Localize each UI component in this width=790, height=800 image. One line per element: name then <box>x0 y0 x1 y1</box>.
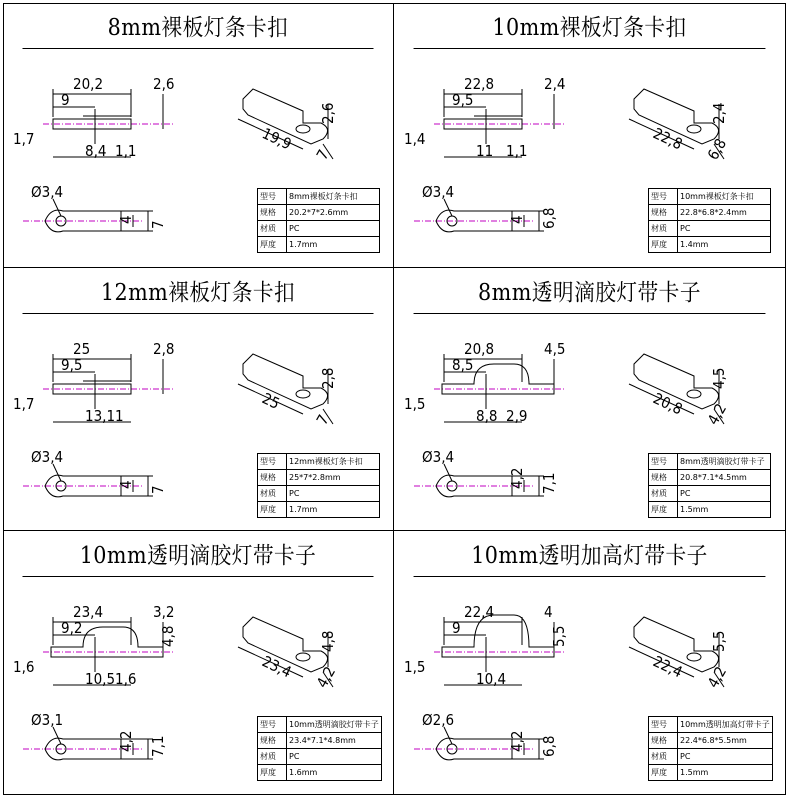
spec-key-spec: 规格 <box>258 205 287 221</box>
dim-thickness: 1,4 <box>404 130 426 148</box>
spec-row-thickness <box>649 237 771 253</box>
dim-width-inner: 4 <box>117 215 135 224</box>
dim-iso-height: 2,4 <box>710 102 728 124</box>
hole-leader <box>444 199 452 216</box>
dim-iso-height: 2,6 <box>319 102 337 124</box>
top-view <box>23 711 167 760</box>
spec-key-model: 型号 <box>258 189 287 205</box>
spec-table <box>257 453 380 518</box>
hole-leader <box>444 727 452 744</box>
dim-total-length: 22,4 <box>464 603 495 621</box>
dim-total-length: 23,4 <box>73 603 104 621</box>
spec-row-thickness <box>258 765 382 781</box>
clip-isometric-hole <box>687 125 701 133</box>
spec-value-model: 8mm透明滴胶灯带卡子 <box>678 454 771 470</box>
top-view <box>23 448 167 497</box>
spec-table <box>257 188 380 253</box>
spec-row-spec <box>258 470 380 486</box>
dim-gap: 1 <box>115 407 124 425</box>
spec-value-material: PC <box>678 749 773 765</box>
dim-iso-length: 22,8 <box>650 124 686 154</box>
spec-table <box>648 188 771 253</box>
dim-iso-length: 19,9 <box>259 124 295 154</box>
dim-iso-height: 4,8 <box>319 630 337 652</box>
spec-row-thickness <box>258 237 380 253</box>
cell-title: 10mm裸板灯条卡扣 <box>414 3 766 49</box>
dim-height: 2,6 <box>153 75 175 93</box>
dim-inner-length: 8,5 <box>452 356 474 374</box>
spec-value-material: PC <box>287 486 380 502</box>
spec-row-model <box>258 454 380 470</box>
dim-iso-height: 2,8 <box>319 367 337 389</box>
spec-value-thickness: 1.7mm <box>287 237 380 253</box>
dim-iso-width: 7 <box>312 146 333 163</box>
side-view <box>13 340 174 425</box>
cell-title: 8mm裸板灯条卡扣 <box>23 3 374 49</box>
spec-value-thickness: 1.7mm <box>287 502 380 518</box>
clip-isometric-hole <box>687 390 701 398</box>
cell-title: 12mm裸板灯条卡扣 <box>23 268 374 314</box>
dim-height: 4,5 <box>544 340 566 358</box>
spec-key-spec: 规格 <box>649 733 678 749</box>
dim-iso-length: 25 <box>259 389 283 413</box>
spec-key-spec: 规格 <box>258 470 287 486</box>
spec-value-thickness: 1.5mm <box>678 765 773 781</box>
dim-iso-length: 22,4 <box>650 652 686 682</box>
spec-value-spec: 22.8*6.8*2.4mm <box>678 205 771 221</box>
spec-key-material: 材质 <box>258 221 287 237</box>
clip-isometric-hole <box>296 653 310 661</box>
spec-row-material <box>258 749 382 765</box>
dim-iso-height: 5,5 <box>710 630 728 652</box>
dim-base-length: 10,4 <box>476 670 507 688</box>
clip-drawing-cell <box>394 531 785 795</box>
side-view <box>404 340 565 425</box>
spec-key-model: 型号 <box>649 717 678 733</box>
cell-title: 10mm透明滴胶灯带卡子 <box>23 531 374 577</box>
top-view <box>414 711 558 760</box>
clip-isometric-hole <box>296 390 310 398</box>
dim-hole-diameter: Ø2,6 <box>422 711 455 729</box>
side-view <box>13 75 174 160</box>
dim-inner-length: 9 <box>61 91 70 109</box>
dim-gap: 2,9 <box>506 407 528 425</box>
spec-row-thickness <box>258 502 380 518</box>
spec-row-model <box>649 454 771 470</box>
side-view <box>13 603 177 688</box>
dim-total-length: 25 <box>73 340 91 358</box>
dim-height: 4 <box>544 603 553 621</box>
top-view <box>23 183 167 232</box>
dim-total-length: 20,2 <box>73 75 104 93</box>
dim-hole-diameter: Ø3,1 <box>31 711 64 729</box>
dim-width-outer: 7,1 <box>149 735 167 757</box>
dim-thickness: 1,6 <box>13 658 35 676</box>
spec-value-spec: 20.2*7*2.6mm <box>287 205 380 221</box>
clip-isometric-hole <box>687 653 701 661</box>
dim-iso-width: 6,8 <box>703 135 731 163</box>
spec-value-spec: 22.4*6.8*5.5mm <box>678 733 773 749</box>
side-view <box>404 603 568 688</box>
spec-row-material <box>649 486 771 502</box>
spec-table <box>648 716 773 781</box>
spec-row-model <box>258 717 382 733</box>
spec-row-material <box>649 749 773 765</box>
dim-iso-width: 4,2 <box>703 400 731 428</box>
isometric-view <box>238 354 337 428</box>
dim-base-length: 13,1 <box>85 407 116 425</box>
isometric-view <box>238 89 337 163</box>
spec-key-material: 材质 <box>649 486 678 502</box>
clip-drawing-cell <box>394 268 785 531</box>
dim-gap: 1,1 <box>506 142 528 160</box>
spec-key-model: 型号 <box>649 454 678 470</box>
spec-value-material: PC <box>678 221 771 237</box>
spec-row-material <box>649 221 771 237</box>
dim-height-outer: 4,8 <box>159 625 177 647</box>
isometric-view <box>238 617 339 691</box>
dim-hole-diameter: Ø3,4 <box>422 448 455 466</box>
spec-row-material <box>258 221 380 237</box>
hole-leader <box>53 464 61 481</box>
spec-row-spec <box>258 733 382 749</box>
spec-row-model <box>649 717 773 733</box>
spec-value-spec: 25*7*2.8mm <box>287 470 380 486</box>
dim-thickness: 1,7 <box>13 395 35 413</box>
dim-inner-length: 9 <box>452 619 461 637</box>
dim-iso-height: 4,5 <box>710 367 728 389</box>
spec-row-thickness <box>649 502 771 518</box>
spec-row-thickness <box>649 765 773 781</box>
dim-hole-diameter: Ø3,4 <box>31 183 64 201</box>
spec-key-material: 材质 <box>258 486 287 502</box>
spec-key-thickness: 厚度 <box>649 765 678 781</box>
spec-row-spec <box>649 733 773 749</box>
cell-title: 10mm透明加高灯带卡子 <box>414 531 766 577</box>
spec-value-thickness: 1.4mm <box>678 237 771 253</box>
hole-leader <box>53 727 61 744</box>
dim-iso-width: 7 <box>312 411 333 428</box>
spec-value-thickness: 1.5mm <box>678 502 771 518</box>
spec-key-material: 材质 <box>258 749 287 765</box>
dim-iso-width: 4,2 <box>703 663 731 691</box>
dim-width-outer: 6,8 <box>540 735 558 757</box>
hole-leader <box>444 464 452 481</box>
spec-row-spec <box>258 205 380 221</box>
dim-width-outer: 7 <box>149 485 167 494</box>
spec-value-thickness: 1.6mm <box>287 765 382 781</box>
spec-value-model: 10mm透明加高灯带卡子 <box>678 717 773 733</box>
spec-key-model: 型号 <box>649 189 678 205</box>
side-view <box>404 75 565 160</box>
dim-width-outer: 6,8 <box>540 207 558 229</box>
dim-iso-length: 20,8 <box>650 389 686 419</box>
hole-leader <box>53 199 61 216</box>
dim-gap: 1,1 <box>115 142 137 160</box>
dim-inner-length: 9,5 <box>452 91 474 109</box>
spec-value-material: PC <box>287 749 382 765</box>
top-view <box>414 448 558 497</box>
spec-key-spec: 规格 <box>649 205 678 221</box>
clip-drawing-cell <box>394 3 785 268</box>
spec-key-thickness: 厚度 <box>258 765 287 781</box>
dim-width-inner: 4,2 <box>508 730 526 752</box>
dim-hole-diameter: Ø3,4 <box>31 448 64 466</box>
dim-gap: 1,6 <box>115 670 137 688</box>
spec-value-model: 10mm裸板灯条卡扣 <box>678 189 771 205</box>
dim-iso-length: 23,4 <box>259 652 295 682</box>
dim-base-length: 11 <box>476 142 494 160</box>
dim-base-length: 8,8 <box>476 407 498 425</box>
spec-row-material <box>258 486 380 502</box>
dim-height: 2,4 <box>544 75 566 93</box>
dim-total-length: 20,8 <box>464 340 495 358</box>
spec-row-model <box>258 189 380 205</box>
dim-width-inner: 4,2 <box>508 467 526 489</box>
cell-title: 8mm透明滴胶灯带卡子 <box>414 268 766 314</box>
spec-table <box>257 716 382 781</box>
clip-isometric-body <box>243 354 328 409</box>
isometric-view <box>629 617 730 691</box>
spec-value-spec: 20.8*7.1*4.5mm <box>678 470 771 486</box>
dim-thickness: 1,5 <box>404 658 426 676</box>
dim-iso-width: 4,2 <box>312 663 340 691</box>
spec-value-material: PC <box>678 486 771 502</box>
spec-row-spec <box>649 470 771 486</box>
dim-width-inner: 4,2 <box>117 730 135 752</box>
spec-key-model: 型号 <box>258 717 287 733</box>
spec-key-material: 材质 <box>649 221 678 237</box>
spec-key-thickness: 厚度 <box>649 237 678 253</box>
spec-key-model: 型号 <box>258 454 287 470</box>
dim-width-outer: 7 <box>149 220 167 229</box>
dim-height-outer: 5,5 <box>550 625 568 647</box>
clip-drawing-cell <box>3 531 394 795</box>
spec-key-spec: 规格 <box>258 733 287 749</box>
isometric-view <box>629 89 730 163</box>
dim-height: 2,8 <box>153 340 175 358</box>
dim-width-inner: 4 <box>508 215 526 224</box>
spec-row-model <box>649 189 771 205</box>
spec-key-material: 材质 <box>649 749 678 765</box>
dim-hole-diameter: Ø3,4 <box>422 183 455 201</box>
isometric-view <box>629 354 730 428</box>
spec-value-model: 10mm透明滴胶灯带卡子 <box>287 717 382 733</box>
dim-base-length: 8,4 <box>85 142 107 160</box>
dim-inner-length: 9,5 <box>61 356 83 374</box>
dim-thickness: 1,5 <box>404 395 426 413</box>
dim-total-length: 22,8 <box>464 75 495 93</box>
dim-height: 3,2 <box>153 603 175 621</box>
dim-inner-length: 9,2 <box>61 619 83 637</box>
dim-width-inner: 4 <box>117 480 135 489</box>
clip-isometric-hole <box>296 125 310 133</box>
dim-base-length: 10,5 <box>85 670 116 688</box>
dim-thickness: 1,7 <box>13 130 35 148</box>
spec-value-model: 12mm裸板灯条卡扣 <box>287 454 380 470</box>
spec-table <box>648 453 771 518</box>
spec-key-spec: 规格 <box>649 470 678 486</box>
dim-width-outer: 7,1 <box>540 472 558 494</box>
spec-row-spec <box>649 205 771 221</box>
top-view <box>414 183 558 232</box>
spec-value-material: PC <box>287 221 380 237</box>
clip-drawing-cell <box>3 268 394 531</box>
spec-key-thickness: 厚度 <box>258 502 287 518</box>
spec-key-thickness: 厚度 <box>649 502 678 518</box>
clip-drawing-cell <box>3 3 394 268</box>
spec-value-spec: 23.4*7.1*4.8mm <box>287 733 382 749</box>
spec-key-thickness: 厚度 <box>258 237 287 253</box>
spec-value-model: 8mm裸板灯条卡扣 <box>287 189 380 205</box>
